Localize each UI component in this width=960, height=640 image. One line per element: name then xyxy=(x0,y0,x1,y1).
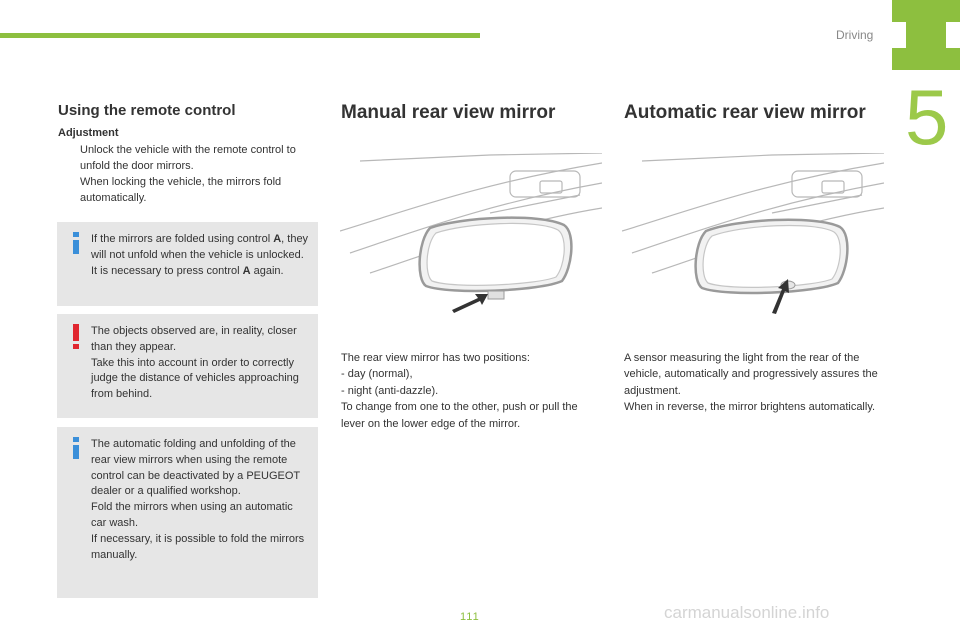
chapter-label: Driving xyxy=(836,28,874,42)
info-box-deactivation xyxy=(57,427,318,598)
manual-mirror-heading: Manual rear view mirror xyxy=(341,102,556,123)
info-text-folding: If the mirrors are folded using control A, they will not unfold when the vehicle is unlocked. It is necessary to press control A again. xyxy=(91,233,309,277)
top-accent-bar xyxy=(0,33,480,38)
warning-icon xyxy=(71,324,81,350)
list-item: Unlock the vehicle with the remote control to unfold the door mirrors. xyxy=(80,144,296,172)
automatic-mirror-heading: Automatic rear view mirror xyxy=(624,102,866,123)
warning-text: The objects observed are, in reality, closer than they appear. Take this into account in order to correctly judge the distance of vehicles approaching from behind. xyxy=(91,325,299,401)
warning-box-objects xyxy=(57,314,318,418)
watermark: carmanualsonline.info xyxy=(664,603,830,622)
remote-control-heading: Using the remote control xyxy=(58,102,236,119)
page-number: 111 xyxy=(460,611,480,623)
info-icon xyxy=(71,437,81,459)
manual-mirror-text: The rear view mirror has two positions: - day (normal), - night (anti-dazzle). To change from one to the other, push or pull the lever on the lower edge of the mirror. xyxy=(341,352,578,430)
info-box-folding xyxy=(57,222,318,306)
adjustment-subheading: Adjustment xyxy=(58,127,119,139)
info-icon xyxy=(71,232,81,254)
chapter-number: 5 xyxy=(905,73,949,161)
automatic-mirror-illustration xyxy=(622,153,884,315)
info-text-deactivation: The automatic folding and unfolding of the rear view mirrors when using the remote control can be deactivated by a PEUGEOT dealer or a qualified workshop. Fold the mirrors when using an automatic car wash. If necessary, it is possible to fold the mirrors manually. xyxy=(91,438,305,561)
automatic-mirror-text: A sensor measuring the light from the rear of the vehicle, automatically and progressively assures the adjustment. When in reverse, the mirror brightens automatically. xyxy=(624,352,878,414)
list-item: When locking the vehicle, the mirrors fold automatically. xyxy=(80,176,282,204)
chapter-logo-icon xyxy=(892,0,960,70)
manual-mirror-illustration xyxy=(340,153,602,315)
adjustment-bullets xyxy=(58,142,318,206)
